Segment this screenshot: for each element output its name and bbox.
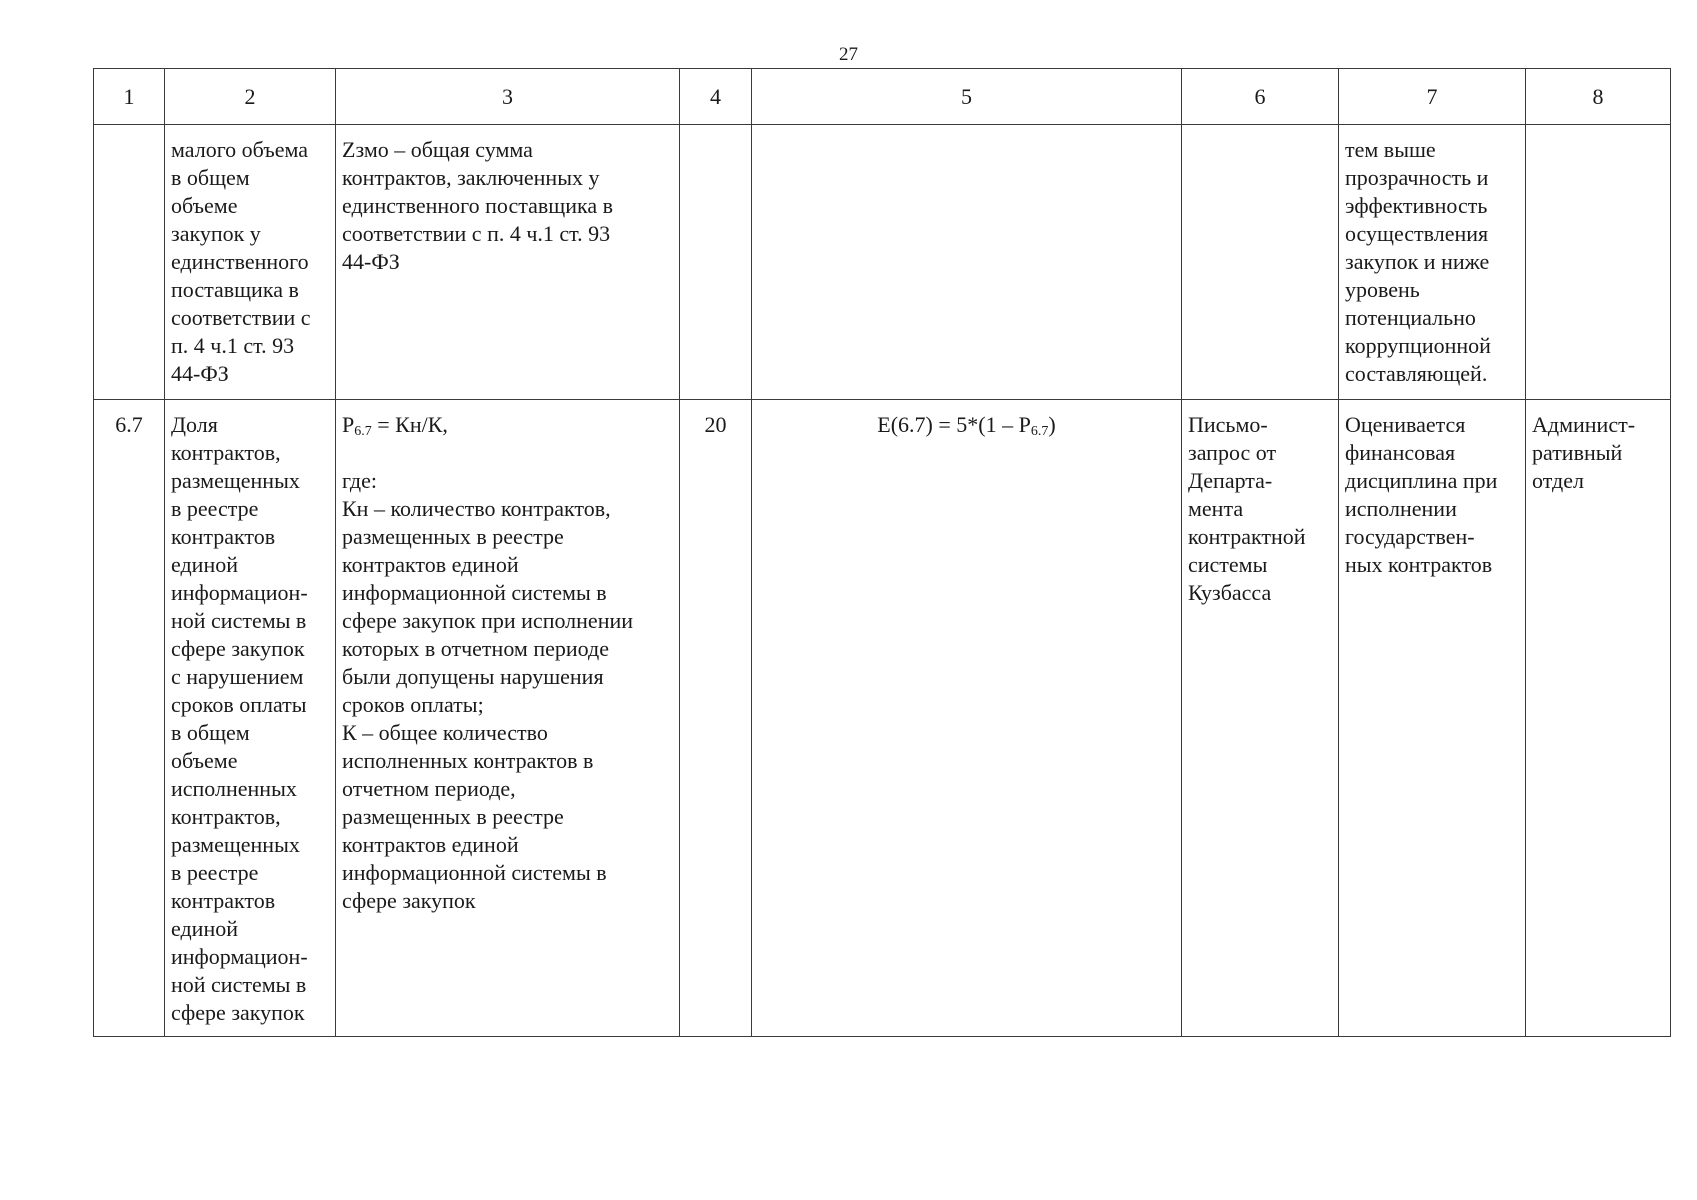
cell-weight: [680, 125, 752, 400]
table-row-continued: [94, 125, 1671, 400]
text-line: Кузбасса: [1188, 580, 1272, 605]
page-number: 27: [839, 44, 858, 65]
text-line: единой: [171, 552, 238, 577]
score-formula-subscript: 6.7: [1030, 424, 1049, 439]
text-line: ной системы в: [171, 972, 307, 997]
text-line: сроков оплаты: [171, 692, 307, 717]
text-line: контрактов единой: [342, 832, 519, 857]
text-line: контрактов,: [171, 440, 281, 465]
table-row-6-7: [94, 400, 1671, 1037]
score-formula-prefix: E(6.7) = 5*(1 – P: [877, 412, 1031, 437]
text-line: контрактов: [171, 888, 276, 913]
text-line: в реестре: [171, 860, 259, 885]
cell-score-formula: [752, 400, 1182, 1037]
text-line: соответствии с п. 4 ч.1 ст. 93: [342, 221, 611, 246]
text-line: Оценивается: [1345, 412, 1466, 437]
text-line: контрактов, заключенных у: [342, 165, 600, 190]
cell-responsible: [1526, 400, 1671, 1037]
text-line: в общем: [171, 165, 250, 190]
text-line: контрактов единой: [342, 552, 519, 577]
header-cell-6: 6: [1182, 69, 1339, 125]
formula-line: [342, 411, 673, 439]
text-line: прозрачность и: [1345, 165, 1489, 190]
formula-rest: = Кн/К,: [371, 412, 448, 437]
text-line: размещенных: [171, 468, 300, 493]
text-line: были допущены нарушения: [342, 664, 604, 689]
cell-number: [94, 125, 165, 400]
text-line: сроков оплаты;: [342, 692, 484, 717]
text-line: п. 4 ч.1 ст. 93: [171, 333, 295, 358]
table-header-row: [94, 69, 1671, 125]
text-line: Zзмо – общая сумма: [342, 137, 533, 162]
text-line: запрос от: [1188, 440, 1277, 465]
header-cell-8: 8: [1526, 69, 1671, 125]
text-line: ной системы в: [171, 608, 307, 633]
cell-indicator-name: [165, 400, 336, 1037]
text-line: К – общее количество: [342, 720, 548, 745]
text-line: контрактов: [171, 524, 276, 549]
text-line: коррупционной: [1345, 333, 1491, 358]
cell-responsible: [1526, 125, 1671, 400]
text-line: соответствии с: [171, 305, 311, 330]
text-line: размещенных в реестре: [342, 524, 564, 549]
cell-number: 6.7: [94, 400, 165, 1037]
text-line: осуществления: [1345, 221, 1489, 246]
text-line: ных контрактов: [1345, 552, 1493, 577]
cell-formula-description: [336, 125, 680, 400]
cell-description: [1339, 125, 1526, 400]
text-line: которых в отчетном периоде: [342, 636, 609, 661]
text-line: единственного: [171, 249, 309, 274]
text-line: закупок у: [171, 221, 261, 246]
text-line: сфере закупок: [171, 1000, 305, 1025]
cell-formula-description: [336, 400, 680, 1037]
score-formula-suffix: ): [1048, 412, 1056, 437]
text-line: объеме: [171, 193, 238, 218]
header-cell-2: 2: [165, 69, 336, 125]
text-line: финансовая: [1345, 440, 1456, 465]
text-line: Письмо-: [1188, 412, 1268, 437]
text-line: в реестре: [171, 496, 259, 521]
cell-source: [1182, 400, 1339, 1037]
text-line: 44-ФЗ: [171, 361, 229, 386]
text-line: сфере закупок: [171, 636, 305, 661]
text-line: государствен-: [1345, 524, 1475, 549]
text-line: информацион-: [171, 580, 308, 605]
cell-indicator-name: [165, 125, 336, 400]
header-cell-1: 1: [94, 69, 165, 125]
text-line: исполненных контрактов в: [342, 748, 594, 773]
text-line: исполненных: [171, 776, 297, 801]
text-line: Доля: [171, 412, 218, 437]
formula-legend: [342, 495, 673, 915]
text-line: составляющей.: [1345, 361, 1488, 386]
text-line: отчетном периоде,: [342, 776, 516, 801]
header-cell-7: 7: [1339, 69, 1526, 125]
text-line: размещенных: [171, 832, 300, 857]
text-line: размещенных в реестре: [342, 804, 564, 829]
header-cell-3: 3: [336, 69, 680, 125]
text-line: дисциплина при: [1345, 468, 1498, 493]
text-line: в общем: [171, 720, 250, 745]
text-line: Департа-: [1188, 468, 1273, 493]
text-line: мента: [1188, 496, 1244, 521]
formula-subscript: 6.7: [354, 424, 372, 439]
indicator-table: [93, 68, 1671, 1037]
text-line: закупок и ниже: [1345, 249, 1490, 274]
text-line: Кн – количество контрактов,: [342, 496, 611, 521]
text-line: сфере закупок: [342, 888, 476, 913]
text-line: контрактной: [1188, 524, 1306, 549]
header-cell-5: 5: [752, 69, 1182, 125]
text-line: системы: [1188, 552, 1268, 577]
text-line: единой: [171, 916, 238, 941]
text-line: малого объема: [171, 137, 309, 162]
formula-variable: P: [342, 412, 355, 437]
cell-description: [1339, 400, 1526, 1037]
text-line: поставщика в: [171, 277, 299, 302]
blank-line: [342, 439, 673, 467]
where-label: где:: [342, 468, 377, 493]
text-line: тем выше: [1345, 137, 1436, 162]
text-line: исполнении: [1345, 496, 1457, 521]
cell-weight: 20: [680, 400, 752, 1037]
text-line: информационной системы в: [342, 860, 607, 885]
text-line: потенциально: [1345, 305, 1476, 330]
cell-source: [1182, 125, 1339, 400]
text-line: ративный: [1532, 440, 1623, 465]
text-line: информационной системы в: [342, 580, 607, 605]
cell-score-formula: [752, 125, 1182, 400]
text-line: информацион-: [171, 944, 308, 969]
text-line: эффективность: [1345, 193, 1488, 218]
text-line: уровень: [1345, 277, 1420, 302]
text-line: контрактов,: [171, 804, 281, 829]
text-line: с нарушением: [171, 664, 304, 689]
text-line: 44-ФЗ: [342, 249, 400, 274]
text-line: объеме: [171, 748, 238, 773]
text-line: сфере закупок при исполнении: [342, 608, 634, 633]
text-line: Админист-: [1532, 412, 1636, 437]
text-line: отдел: [1532, 468, 1584, 493]
header-cell-4: 4: [680, 69, 752, 125]
text-line: единственного поставщика в: [342, 193, 613, 218]
